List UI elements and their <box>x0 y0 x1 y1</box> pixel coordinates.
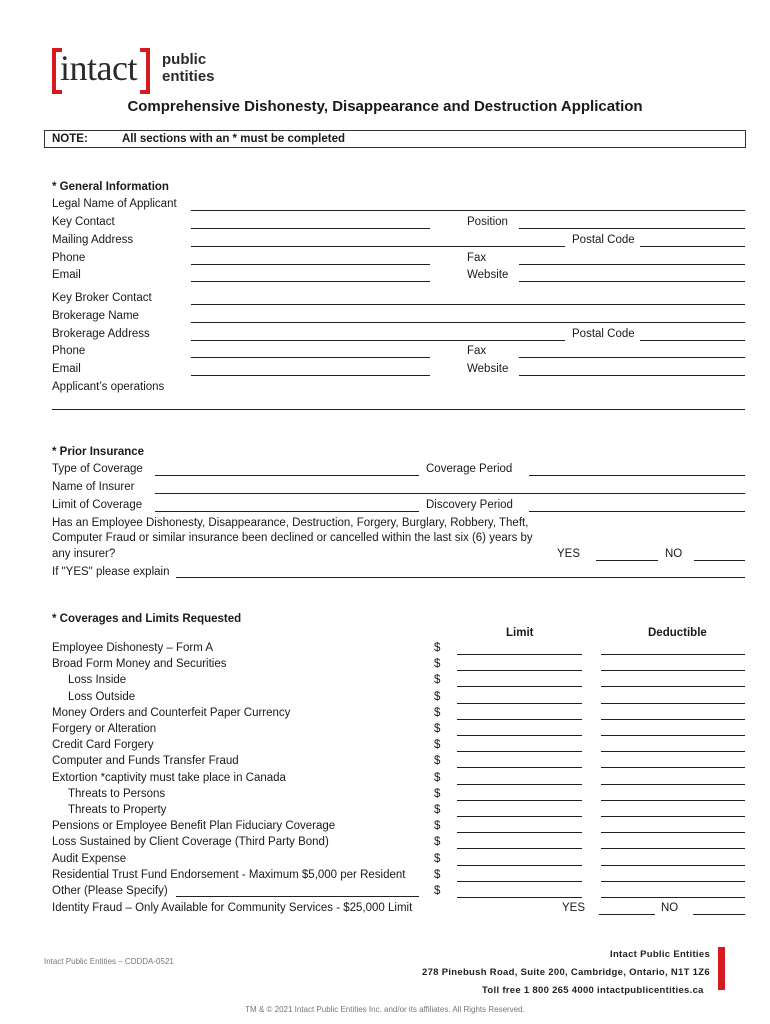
legal-name-label: Legal Name of Applicant <box>52 198 177 210</box>
limit-of-coverage-field[interactable] <box>155 511 419 512</box>
limit-field[interactable] <box>457 654 582 655</box>
limit-field[interactable] <box>457 703 582 704</box>
deductible-field[interactable] <box>601 784 745 785</box>
email-label: Email <box>52 269 81 281</box>
note-text: All sections with an * must be completed <box>122 133 346 145</box>
prior-no-field[interactable] <box>694 560 745 561</box>
form-code: Intact Public Entities – CDDDA-0521 <box>44 957 174 966</box>
currency-symbol: $ <box>434 804 441 816</box>
deductible-field[interactable] <box>601 865 745 866</box>
key-contact-field[interactable] <box>191 228 430 229</box>
postal-code-field[interactable] <box>640 246 745 247</box>
currency-symbol: $ <box>434 707 441 719</box>
footer-accent-bar <box>718 947 725 990</box>
limit-field[interactable] <box>457 848 582 849</box>
coverage-item-label: Loss Outside <box>68 691 136 703</box>
question-line2: Computer Fraud or similar insurance been declined or cancelled within the last six (6) years by <box>52 532 533 544</box>
deductible-field[interactable] <box>601 735 745 736</box>
limit-field[interactable] <box>457 735 582 736</box>
logo-bracket-right <box>140 48 150 94</box>
explain-label: If "YES" please explain <box>52 566 170 578</box>
type-of-coverage-label: Type of Coverage <box>52 463 143 475</box>
identity-yes-field[interactable] <box>599 914 655 915</box>
prior-yes-label: YES <box>557 548 581 560</box>
coverage-item-label: Pensions or Employee Benefit Plan Fiduciary Coverage <box>52 820 336 832</box>
limit-header: Limit <box>506 627 534 639</box>
coverage-item-label: Credit Card Forgery <box>52 739 154 751</box>
coverage-item-label: Threats to Property <box>68 804 167 816</box>
email2-field[interactable] <box>191 375 430 376</box>
coverage-item-label: Forgery or Alteration <box>52 723 157 735</box>
phone2-label: Phone <box>52 345 86 357</box>
other-specify-field[interactable] <box>176 896 419 897</box>
currency-symbol: $ <box>434 772 441 784</box>
limit-field[interactable] <box>457 751 582 752</box>
identity-fraud-label: Identity Fraud – Only Available for Community Services - $25,000 Limit <box>52 902 413 914</box>
name-of-insurer-field[interactable] <box>155 493 745 494</box>
limit-field[interactable] <box>457 767 582 768</box>
prior-yes-field[interactable] <box>596 560 658 561</box>
limit-field[interactable] <box>457 800 582 801</box>
postal-code2-field[interactable] <box>640 340 745 341</box>
coverage-item-label: Extortion *captivity must take place in Canada <box>52 772 286 784</box>
key-broker-contact-field[interactable] <box>191 304 745 305</box>
prior-no-label: NO <box>665 548 683 560</box>
identity-yes-label: YES <box>562 902 586 914</box>
currency-symbol: $ <box>434 755 441 767</box>
coverage-item-label: Residential Trust Fund Endorsement - Maximum $5,000 per Resident <box>52 869 406 881</box>
email-field[interactable] <box>191 281 430 282</box>
copyright: TM & © 2021 Intact Public Entities Inc. and/or its affiliates. All Rights Reserved. <box>245 1005 525 1014</box>
position-label: Position <box>467 216 508 228</box>
discovery-period-field[interactable] <box>529 511 745 512</box>
postal-code2-label: Postal Code <box>572 328 635 340</box>
coverage-item-label: Loss Inside <box>68 674 127 686</box>
logo-line1: public <box>162 51 207 68</box>
phone-field[interactable] <box>191 264 430 265</box>
limit-field[interactable] <box>457 670 582 671</box>
coverages-heading: * Coverages and Limits Requested <box>52 613 242 625</box>
coverage-item-label: Computer and Funds Transfer Fraud <box>52 755 239 767</box>
deductible-field[interactable] <box>601 848 745 849</box>
deductible-field[interactable] <box>601 654 745 655</box>
currency-symbol: $ <box>434 885 441 897</box>
operations-label: Applicant’s operations <box>52 381 165 393</box>
discovery-period-label: Discovery Period <box>426 499 513 511</box>
fax-label: Fax <box>467 252 487 264</box>
currency-symbol: $ <box>434 853 441 865</box>
fax2-field[interactable] <box>519 357 745 358</box>
postal-code-label: Postal Code <box>572 234 635 246</box>
deductible-field[interactable] <box>601 816 745 817</box>
note-label: NOTE: <box>52 133 88 145</box>
type-of-coverage-field[interactable] <box>155 475 419 476</box>
footer-company: Intact Public Entities <box>610 949 711 960</box>
mailing-address-field[interactable] <box>191 246 565 247</box>
key-broker-contact-label: Key Broker Contact <box>52 292 152 304</box>
website-field[interactable] <box>519 281 745 282</box>
phone2-field[interactable] <box>191 357 430 358</box>
currency-symbol: $ <box>434 674 441 686</box>
phone-label: Phone <box>52 252 86 264</box>
website-label: Website <box>467 269 509 281</box>
currency-symbol: $ <box>434 788 441 800</box>
currency-symbol: $ <box>434 658 441 670</box>
currency-symbol: $ <box>434 642 441 654</box>
prior-heading: * Prior Insurance <box>52 446 145 458</box>
limit-field[interactable] <box>457 816 582 817</box>
email2-label: Email <box>52 363 81 375</box>
coverage-item-label: Other (Please Specify) <box>52 885 168 897</box>
currency-symbol: $ <box>434 869 441 881</box>
fax-field[interactable] <box>519 264 745 265</box>
deductible-field[interactable] <box>601 686 745 687</box>
logo-brand: intact <box>60 48 137 88</box>
coverage-item-label: Audit Expense <box>52 853 127 865</box>
deductible-field[interactable] <box>601 767 745 768</box>
currency-symbol: $ <box>434 739 441 751</box>
deductible-field[interactable] <box>601 897 745 898</box>
key-contact-label: Key Contact <box>52 216 115 228</box>
position-field[interactable] <box>519 228 745 229</box>
limit-field[interactable] <box>457 881 582 882</box>
identity-no-field[interactable] <box>693 914 745 915</box>
coverage-item-label: Threats to Persons <box>68 788 166 800</box>
deductible-field[interactable] <box>601 719 745 720</box>
question-line1: Has an Employee Dishonesty, Disappearance, Destruction, Forgery, Burglary, Robbery, Theft, <box>52 517 529 529</box>
currency-symbol: $ <box>434 820 441 832</box>
deductible-field[interactable] <box>601 800 745 801</box>
general-heading: * General Information <box>52 181 169 193</box>
coverage-item-label: Money Orders and Counterfeit Paper Currency <box>52 707 291 719</box>
coverage-item-label: Employee Dishonesty – Form A <box>52 642 214 654</box>
currency-symbol: $ <box>434 691 441 703</box>
currency-symbol: $ <box>434 723 441 735</box>
limit-field[interactable] <box>457 865 582 866</box>
name-of-insurer-label: Name of Insurer <box>52 481 135 493</box>
limit-of-coverage-label: Limit of Coverage <box>52 499 143 511</box>
limit-field[interactable] <box>457 897 582 898</box>
brokerage-name-label: Brokerage Name <box>52 310 139 322</box>
deductible-header: Deductible <box>648 627 707 639</box>
coverage-period-field[interactable] <box>529 475 745 476</box>
limit-field[interactable] <box>457 719 582 720</box>
limit-field[interactable] <box>457 686 582 687</box>
coverage-period-label: Coverage Period <box>426 463 513 475</box>
fax2-label: Fax <box>467 345 487 357</box>
brokerage-name-field[interactable] <box>191 322 745 323</box>
website2-field[interactable] <box>519 375 745 376</box>
brokerage-address-label: Brokerage Address <box>52 328 150 340</box>
question-line3: any insurer? <box>52 548 116 560</box>
deductible-field[interactable] <box>601 881 745 882</box>
coverage-item-label: Loss Sustained by Client Coverage (Third Party Bond) <box>52 836 329 848</box>
limit-field[interactable] <box>457 832 582 833</box>
mailing-address-label: Mailing Address <box>52 234 134 246</box>
footer-address: 278 Pinebush Road, Suite 200, Cambridge, Ontario, N1T 1Z6 <box>422 967 710 978</box>
legal-name-field[interactable] <box>191 210 745 211</box>
coverage-item-label: Broad Form Money and Securities <box>52 658 227 670</box>
website2-label: Website <box>467 363 509 375</box>
limit-field[interactable] <box>457 784 582 785</box>
brokerage-address-field[interactable] <box>191 340 565 341</box>
footer-contact: Toll free 1 800 265 4000 intactpublicentities.ca <box>482 985 704 996</box>
logo-line2: entities <box>162 68 215 85</box>
deductible-field[interactable] <box>601 751 745 752</box>
page-title: Comprehensive Dishonesty, Disappearance and Destruction Application <box>127 98 643 115</box>
identity-no-label: NO <box>661 902 679 914</box>
explain-field[interactable] <box>176 577 745 578</box>
deductible-field[interactable] <box>601 832 745 833</box>
deductible-field[interactable] <box>601 670 745 671</box>
currency-symbol: $ <box>434 836 441 848</box>
operations-field[interactable] <box>52 409 745 410</box>
deductible-field[interactable] <box>601 703 745 704</box>
